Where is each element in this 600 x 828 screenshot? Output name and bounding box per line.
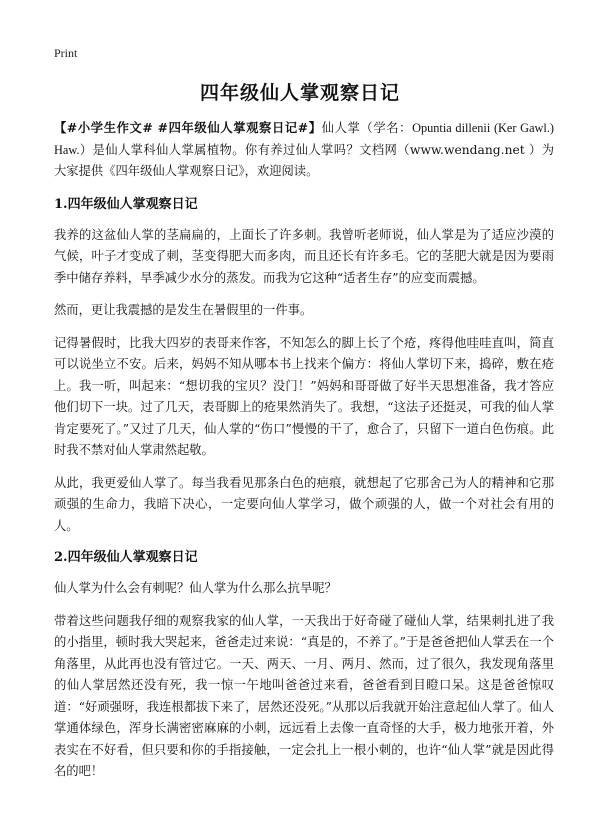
latin-name: Opuntia dillenii (Ker Gawl.) Haw.	[54, 121, 554, 157]
section-2-paragraph-1: 仙人掌为什么会有刺呢？仙人掌为什么那么抗旱呢？	[54, 581, 337, 595]
intro-paragraph	[54, 117, 554, 183]
intro-text-before-latin: 仙人掌（学名：	[321, 121, 413, 135]
print-link[interactable]: Print	[54, 46, 78, 60]
intro-tags: 【#小学生作文# #四年级仙人掌观察日记#】	[54, 120, 322, 135]
section-1-paragraph-3: 记得暑假时，比我大四岁的表哥来作客，不知怎么的脚上长了个疮，疼得他哇哇直叫，简直可以说坐立不安。后来，妈妈不知从哪本书上找来个偏方：将仙人掌切下来，捣碎，敷在疮上。我一听，叫起来：“想切我的宝贝？没门！”妈妈和哥哥做了好半天思想准备，我才答应他们切下一块。过了几天，表哥脚上的疮果然消失了。我想，“这法子还挺灵，可我的仙人掌肯定要死了。”又过了几天，仙人掌的“伤口”慢慢的干了，愈合了，只留下一道白色伤痕。此时我不禁对仙人掌肃然起敬。	[54, 335, 554, 457]
section-heading-1: 1.四年级仙人掌观察日记	[54, 196, 198, 212]
section-1-paragraph-2: 然而，更让我震撼的是发生在暑假里的一件事。	[54, 303, 313, 317]
article-body	[54, 117, 554, 794]
section-heading-2: 2.四年级仙人掌观察日记	[54, 550, 198, 565]
section-1-paragraph-4: 从此，我更爱仙人掌了。每当我看见那条白色的疤痕，就想起了它那舍己为人的精神和它那顽强的生命力，我暗下决心，一定要向仙人掌学习，做个顽强的人，做一个对社会有用的人。	[54, 475, 554, 533]
intro-text-after-latin: ）是仙人掌科仙人掌属植物。你有养过仙人掌吗？文档网（www.wendang.net ）为大家提供《四年级仙人掌观察日记》，欢迎阅读。	[54, 142, 554, 178]
section-1-paragraph-1: 我养的这盆仙人掌的茎扁扁的，上面长了许多刺。我曾听老师说，仙人掌是为了适应沙漠的气候，叶子才变成了刺，茎变得肥大而多肉，而且还长有许多毛。它的茎肥大就是因为要雨季中储存养料，旱季减少水分的蒸发。而我为它这种“适者生存”的应变而震撼。	[54, 227, 554, 285]
section-2-paragraph-2: 带着这些问题我仔细的观察我家的仙人掌，一天我出于好奇碰了碰仙人掌，结果刺扎进了我的小指里，顿时我大哭起来，爸爸走过来说：“真是的，不养了。”于是爸爸把仙人掌丢在一个角落里，从此再也没有管过它。一天、两天、一月、两月、然而，过了很久，我发现角落里的仙人掌居然还没有死，我一惊一午地叫爸爸过来看，爸爸看到目瞪口呆。这是爸爸惊叹道：“好顽强呀，我连根都拔下来了，居然还没死。”从那以后我就开始注意起仙人掌了。仙人掌通体绿色，浑身长满密密麻麻的小刺，远远看上去像一直奇怪的大手，极力地张开着，外表实在不好看，但只要和你的手指接触，一定会扎上一根小刺的，也许“仙人掌”就是因此得名的吧！	[54, 613, 554, 778]
page-title: 四年级仙人掌观察日记	[199, 82, 400, 104]
